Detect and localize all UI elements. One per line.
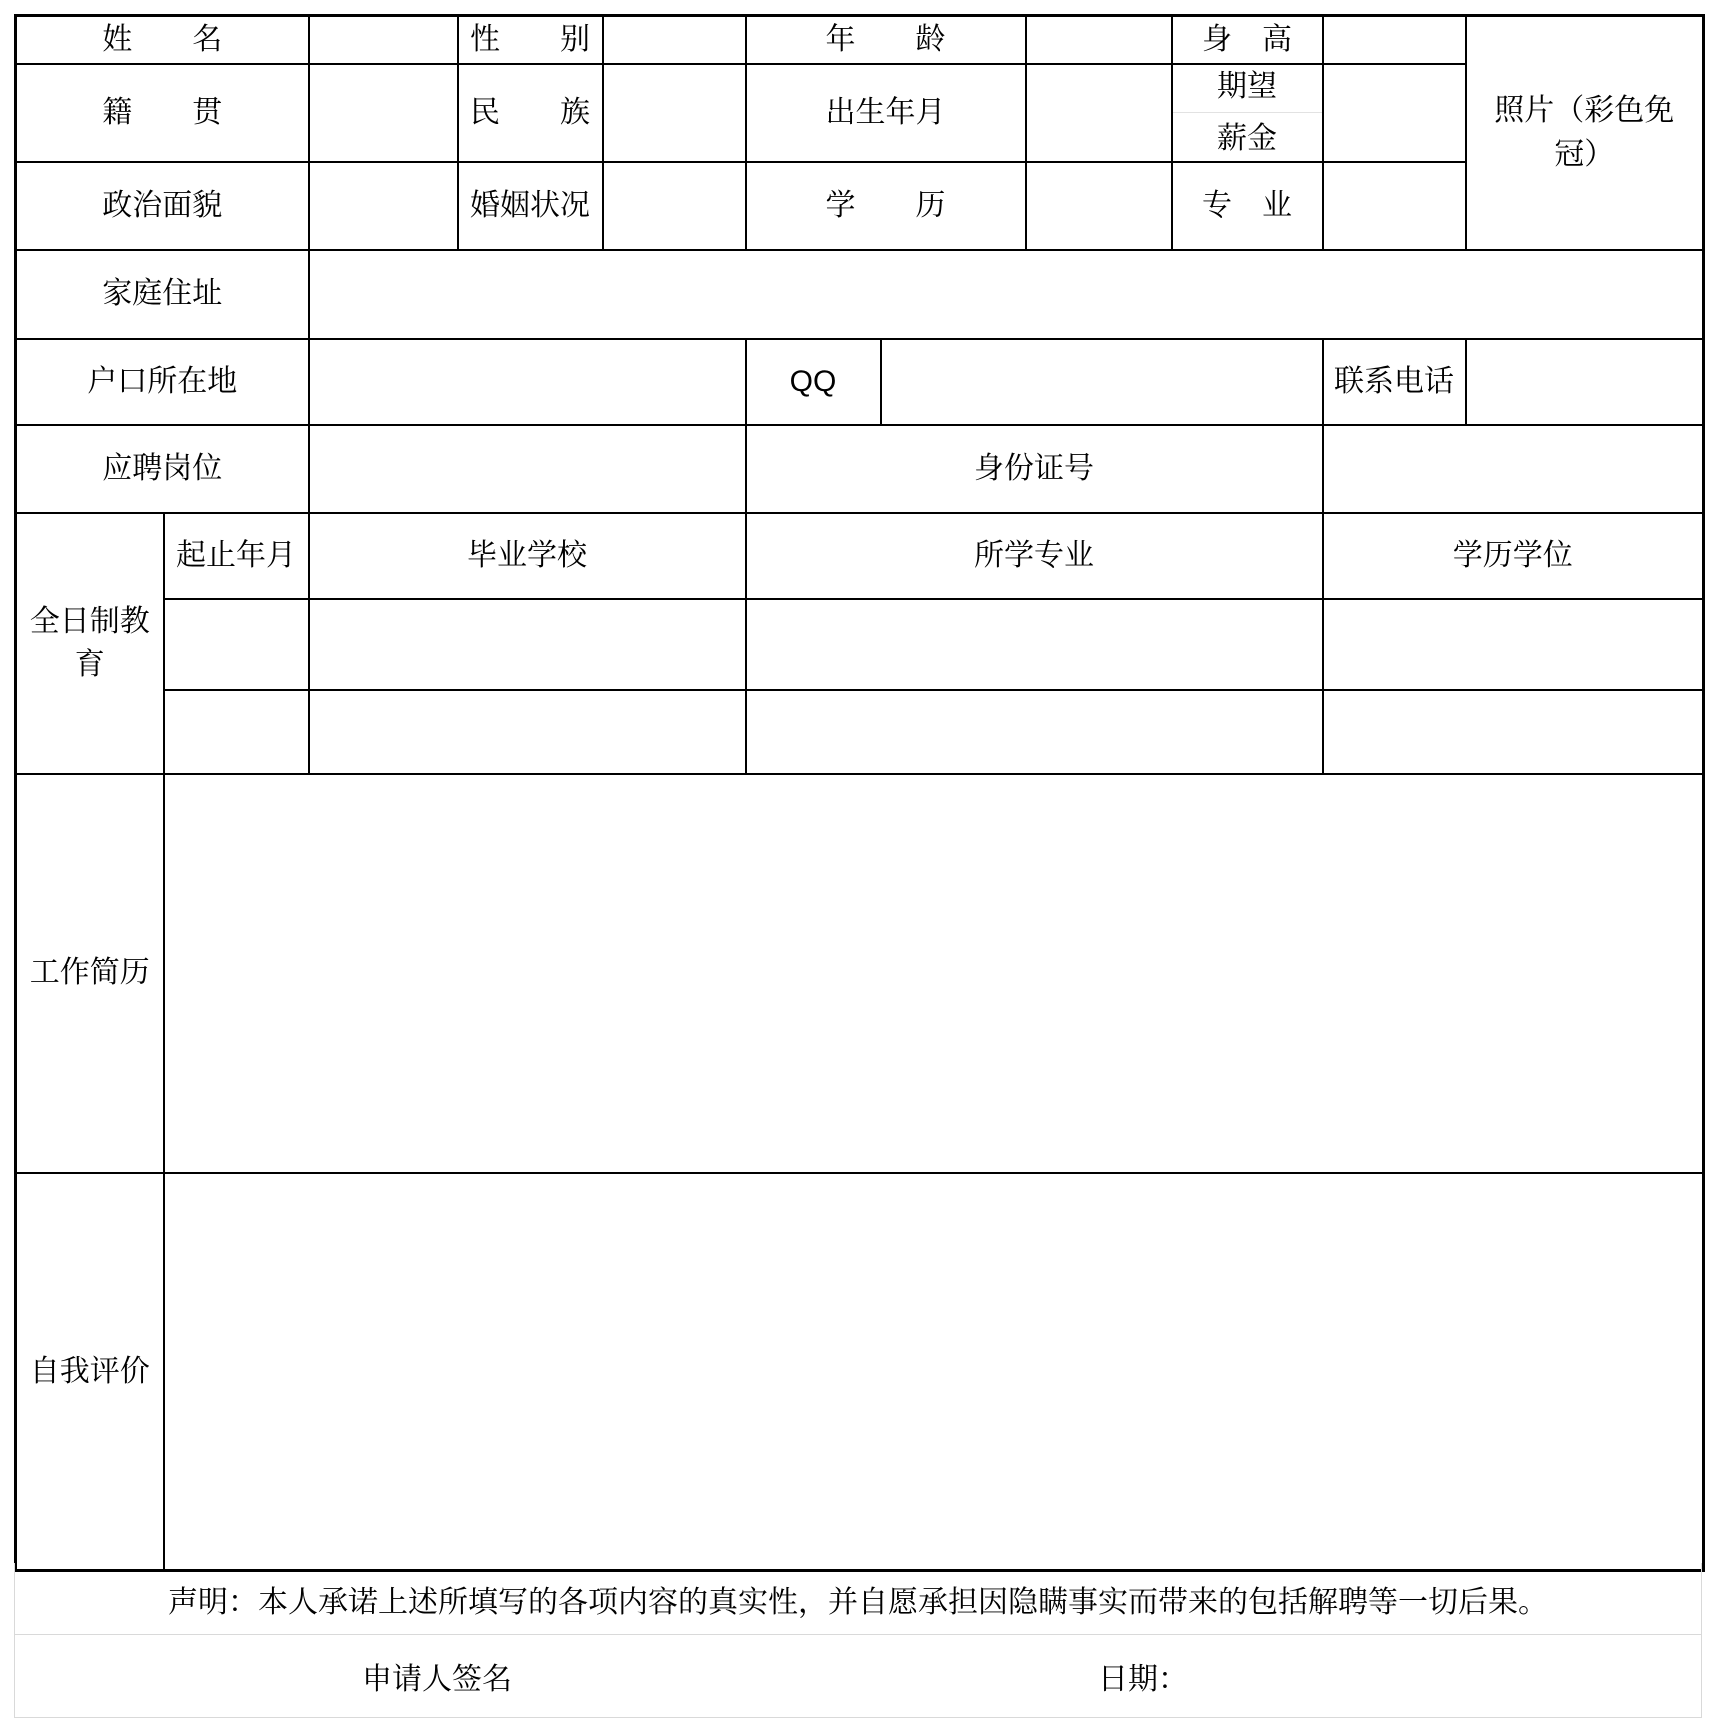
date-area[interactable] xyxy=(859,1635,1701,1717)
qq-input[interactable] xyxy=(881,339,1323,425)
contact-phone-label: 联系电话 xyxy=(1323,339,1466,425)
gender-label: 性 别 xyxy=(458,16,603,64)
name-label: 姓 名 xyxy=(16,16,309,64)
date-label: 日期： xyxy=(1098,1663,1188,1696)
self-evaluation-label: 自我评价 xyxy=(16,1173,164,1571)
age-input[interactable] xyxy=(1026,16,1172,64)
self-evaluation-input[interactable] xyxy=(164,1173,1704,1571)
contact-phone-input[interactable] xyxy=(1466,339,1704,425)
expected-salary-label-line2: 薪金 xyxy=(1217,122,1277,155)
declaration-text: 声明：本人承诺上述所填写的各项内容的真实性，并自愿承担因隐瞒事实而带来的包括解聘等一切后果。 xyxy=(168,1585,1548,1619)
signature-row xyxy=(14,1635,1702,1718)
work-history-label: 工作简历 xyxy=(16,774,164,1173)
name-input[interactable] xyxy=(309,16,458,64)
edu-period-input-2[interactable] xyxy=(164,690,309,774)
height-input[interactable] xyxy=(1323,16,1466,64)
marital-status-input[interactable] xyxy=(603,162,746,250)
edu-degree-header: 学历学位 xyxy=(1323,513,1704,599)
edu-period-input-1[interactable] xyxy=(164,599,309,690)
photo-label: 照片（彩色免冠） xyxy=(1494,94,1675,171)
application-form-table xyxy=(14,14,1705,1572)
ethnicity-label: 民 族 xyxy=(458,64,603,162)
qq-label: QQ xyxy=(746,339,881,425)
marital-status-label: 婚姻状况 xyxy=(458,162,603,250)
education-row-2 xyxy=(16,690,1704,774)
id-number-input[interactable] xyxy=(1323,425,1704,513)
height-label: 身 高 xyxy=(1172,16,1323,64)
expected-salary-label-line1: 期望 xyxy=(1173,65,1322,114)
edu-school-header: 毕业学校 xyxy=(309,513,746,599)
household-registration-label: 户口所在地 xyxy=(16,339,309,425)
birth-date-input[interactable] xyxy=(1026,64,1172,162)
education-row-1 xyxy=(16,599,1704,690)
edu-school-input-2[interactable] xyxy=(309,690,746,774)
edu-major-input-1[interactable] xyxy=(746,599,1323,690)
position-applied-label: 应聘岗位 xyxy=(16,425,309,513)
applicant-signature-label: 申请人签名 xyxy=(362,1663,512,1696)
political-status-label: 政治面貌 xyxy=(16,162,309,250)
birth-date-label: 出生年月 xyxy=(746,64,1026,162)
edu-degree-input-1[interactable] xyxy=(1323,599,1704,690)
photo-cell[interactable] xyxy=(1466,16,1704,250)
political-status-input[interactable] xyxy=(309,162,458,250)
edu-school-input-1[interactable] xyxy=(309,599,746,690)
edu-period-header: 起止年月 xyxy=(164,513,309,599)
age-label: 年 龄 xyxy=(746,16,1026,64)
applicant-signature-area[interactable] xyxy=(15,1635,859,1717)
major-label: 专 业 xyxy=(1172,162,1323,250)
edu-major-input-2[interactable] xyxy=(746,690,1323,774)
household-registration-input[interactable] xyxy=(309,339,746,425)
id-number-label: 身份证号 xyxy=(746,425,1323,513)
fulltime-education-label: 全日制教育 xyxy=(16,513,164,774)
major-input[interactable] xyxy=(1323,162,1466,250)
footer-section xyxy=(14,1563,1702,1718)
education-label: 学 历 xyxy=(746,162,1026,250)
edu-major-header: 所学专业 xyxy=(746,513,1323,599)
native-place-input[interactable] xyxy=(309,64,458,162)
expected-salary-input[interactable] xyxy=(1323,64,1466,162)
position-applied-input[interactable] xyxy=(309,425,746,513)
native-place-label: 籍 贯 xyxy=(16,64,309,162)
education-input[interactable] xyxy=(1026,162,1172,250)
gender-input[interactable] xyxy=(603,16,746,64)
work-history-input[interactable] xyxy=(164,774,1704,1173)
expected-salary-label xyxy=(1172,64,1323,162)
home-address-input[interactable] xyxy=(309,250,1704,339)
declaration-row xyxy=(14,1563,1702,1635)
home-address-label: 家庭住址 xyxy=(16,250,309,339)
edu-degree-input-2[interactable] xyxy=(1323,690,1704,774)
ethnicity-input[interactable] xyxy=(603,64,746,162)
